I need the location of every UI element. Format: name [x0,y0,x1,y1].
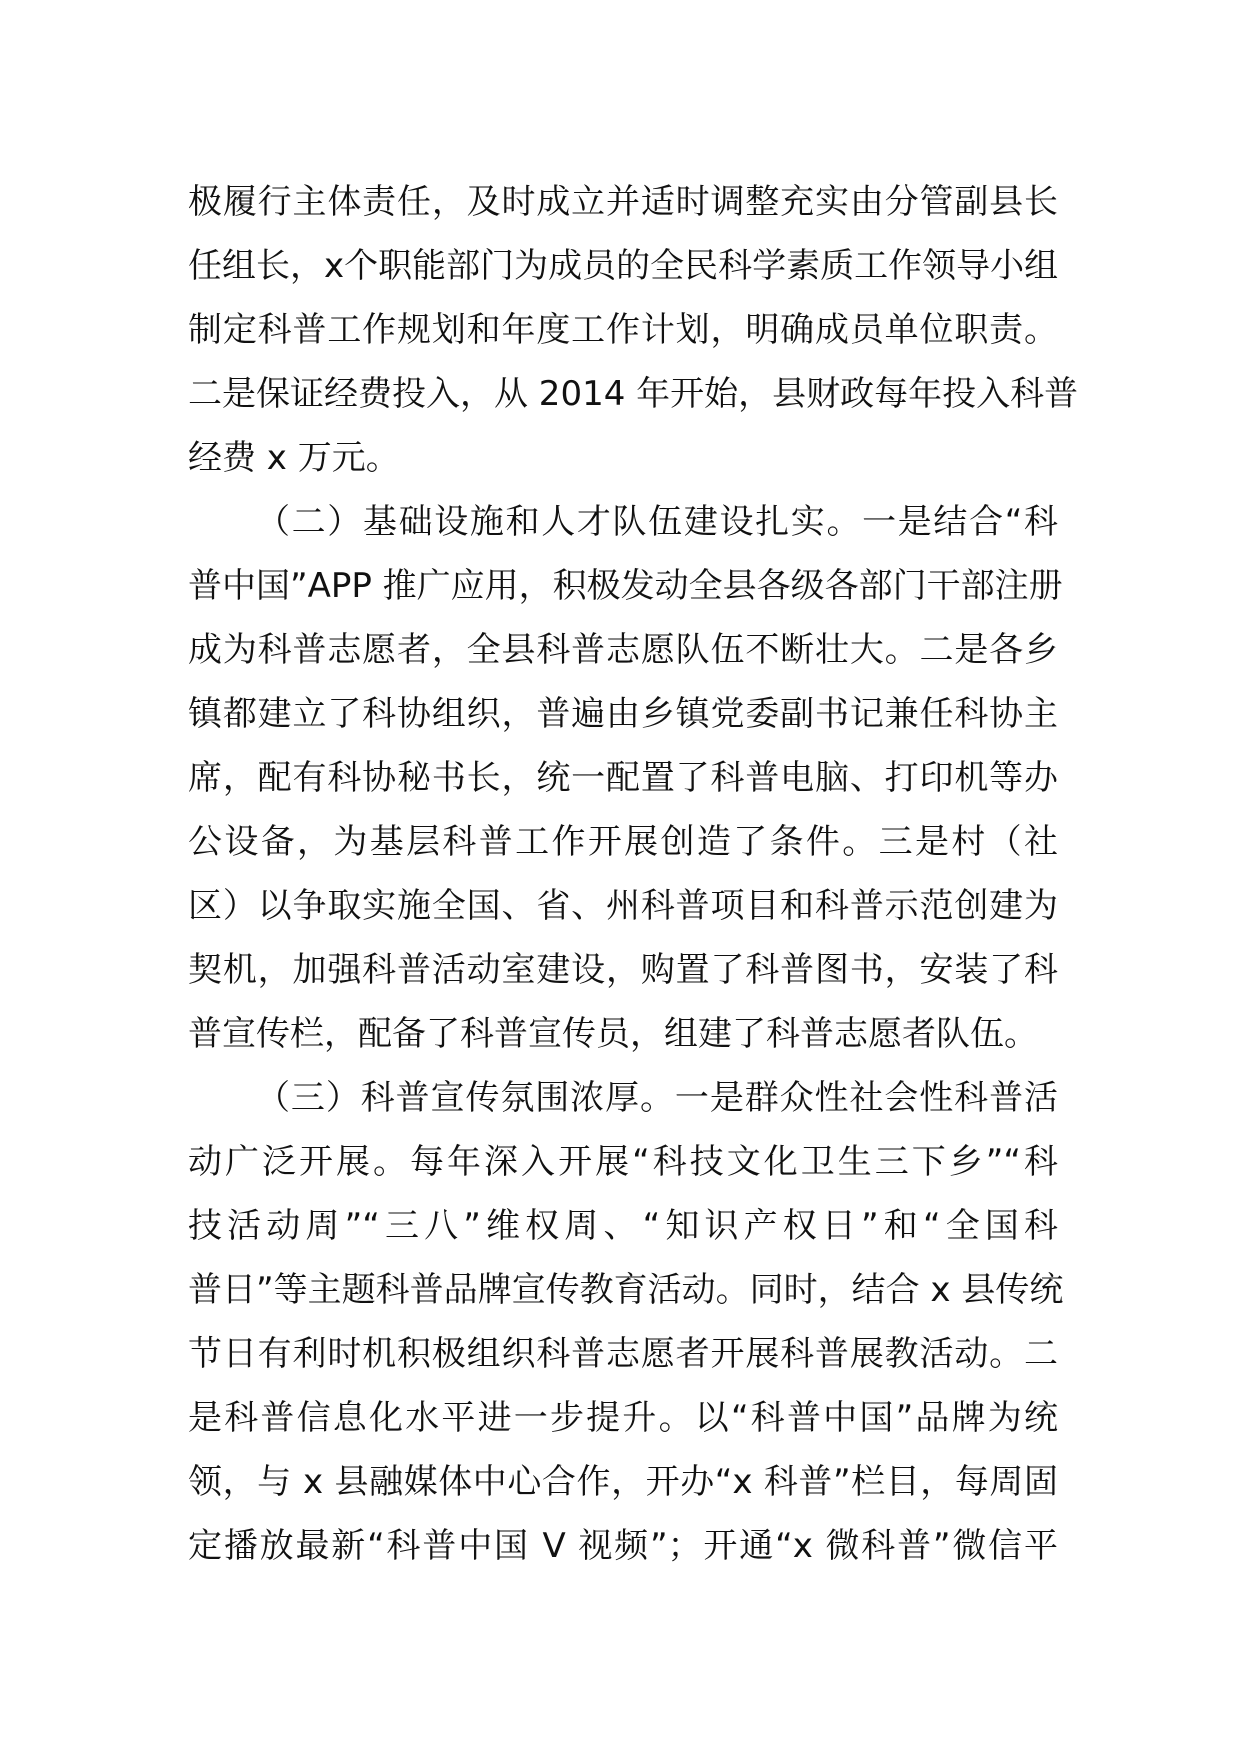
text-line: 普日”等主题科普品牌宣传教育活动。同时，结合 x 县传统 [188,1270,1064,1310]
text-line: 契机，加强科普活动室建设，购置了科普图书，安装了科 [188,950,1058,990]
text-line: 是科普信息化水平进一步提升。以“科普中国”品牌为统 [188,1398,1058,1438]
text-line: 动广泛开展。每年深入开展“科技文化卫生三下乡”“科 [188,1142,1058,1182]
text-line: 技活动周”“三八”维权周、“知识产权日”和“全国科 [188,1206,1058,1246]
text-line: 定播放最新“科普中国 V 视频”；开通“x 微科普”微信平 [188,1526,1058,1566]
text-line: 区）以争取实施全国、省、州科普项目和科普示范创建为 [188,886,1058,926]
text-line: 二是保证经费投入，从 2014 年开始，县财政每年投入科普 [188,374,1079,414]
text-line: 任组长，x个职能部门为成员的全民科学素质工作领导小组 [188,246,1059,286]
text-line: 极履行主体责任，及时成立并适时调整充实由分管副县长 [188,182,1058,222]
text-line: 普中国”APP 推广应用，积极发动全县各级各部门干部注册 [188,566,1063,606]
text-line: 公设备，为基层科普工作开展创造了条件。三是村（社 [188,822,1058,862]
text-line: 普宣传栏，配备了科普宣传员，组建了科普志愿者队伍。 [188,1014,1038,1054]
text-line: 制定科普工作规划和年度工作计划，明确成员单位职责。 [188,310,1058,350]
body-text [188,170,1079,1578]
text-line: 领，与 x 县融媒体中心合作，开办“x 科普”栏目，每周固 [188,1462,1058,1502]
text-line: 经费 x 万元。 [188,438,400,478]
section-heading-line: （三）科普宣传氛围浓厚。一是群众性社会性科普活 [256,1078,1058,1118]
section-heading-line: （二）基础设施和人才队伍建设扎实。一是结合“科 [256,502,1058,542]
text-line: 席，配有科协秘书长，统一配置了科普电脑、打印机等办 [188,758,1058,798]
text-line: 成为科普志愿者，全县科普志愿队伍不断壮大。二是各乡 [188,630,1058,670]
text-line: 镇都建立了科协组织，普遍由乡镇党委副书记兼任科协主 [188,694,1058,734]
text-line: 节日有利时机积极组织科普志愿者开展科普展教活动。二 [188,1334,1058,1374]
